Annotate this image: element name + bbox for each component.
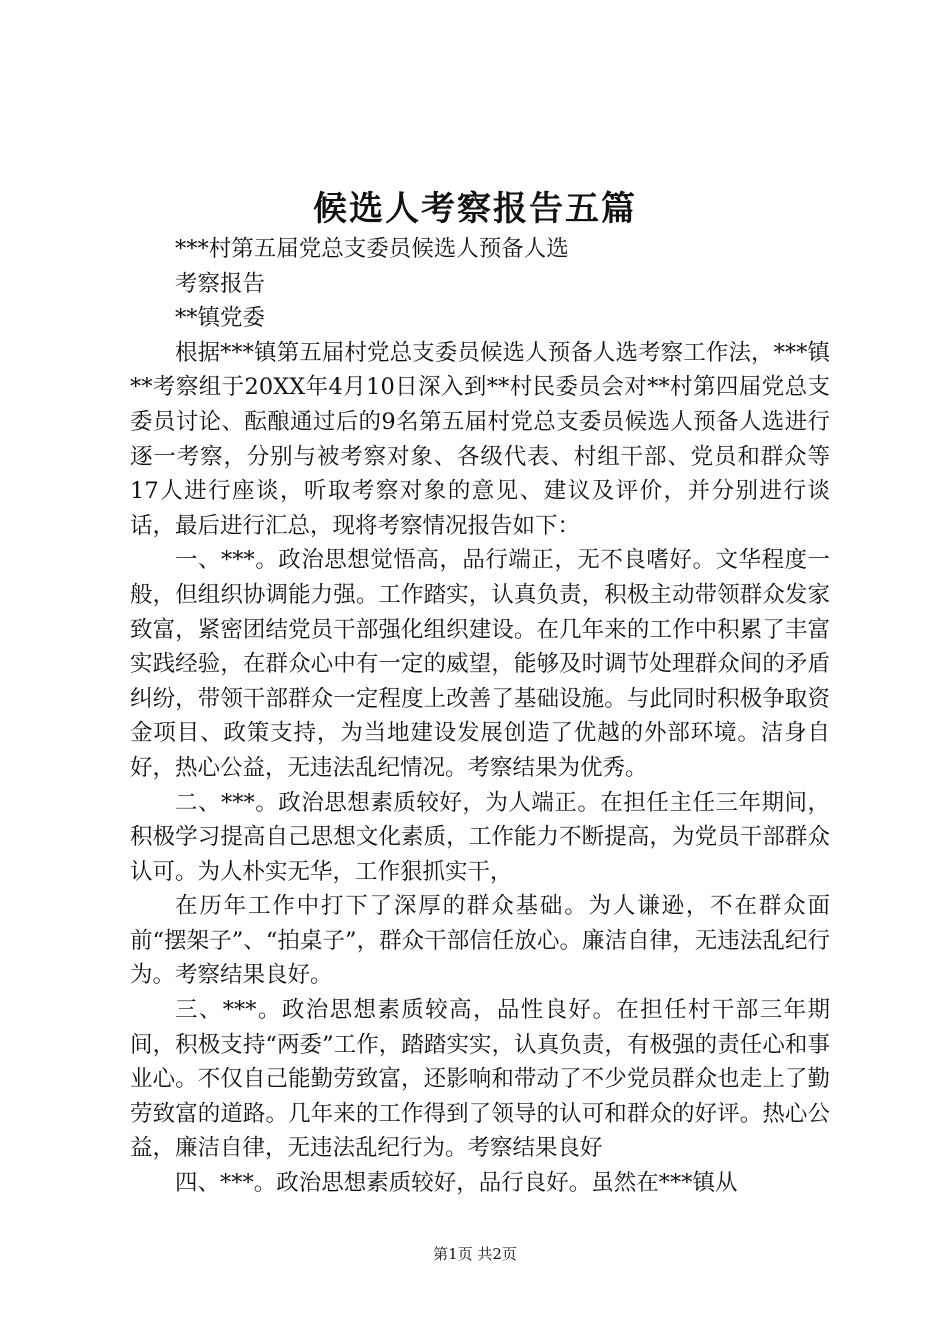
paragraph: 在历年工作中打下了深厚的群众基础。为人谦逊，不在群众面前“摆架子”、“拍桌子”，群众干部信任放心。廉洁自律，无违法乱纪行为。考察结果良好。 <box>130 893 830 989</box>
paragraph: ***村第五届党总支委员候选人预备人选 <box>175 236 569 262</box>
paragraph: 四、***。政治思想素质较好，品行良好。虽然在***镇从 <box>175 1170 738 1197</box>
document-title: 候选人考察报告五篇 <box>313 189 637 229</box>
paragraph: **镇党委 <box>175 305 266 332</box>
paragraph: 一、***。政治思想觉悟高，品行端正，无不良嗜好。文华程度一般，但组织协调能力强。工作踏实，认真负责，积极主动带领群众发家致富，紧密团结党员干部强化组织建设。在几年来的工作中积累了丰富实践经验，在群众心中有一定的威望，能够及时调节处理群众间的矛盾纠纷，带领干部群众一定程度上改善了基础设施。与此同时积极争取资金项目、政策支持，为当地建设发展创造了优越的外部环境。洁身自好，热心公益，无违法乱纪情况。考察结果为优秀。 <box>130 547 830 781</box>
document-body <box>130 232 830 1201</box>
paragraph: 考察报告 <box>175 270 266 297</box>
paragraph: 根据***镇第五届村党总支委员候选人预备人选考察工作法，***镇**考察组于20XX年4月10日深入到**村民委员会对**村第四届党总支委员讨论、酝酿通过后的9名第五届村党总支委员候选人预备人选进行逐一考察，分别与被考察对象、各级代表、村组干部、党员和群众等17人进行座谈，听取考察对象的意见、建议及评价，并分别进行谈话，最后进行汇总，现将考察情况报告如下： <box>130 339 830 539</box>
page-number-footer: 第1页 共2页 <box>433 1245 517 1263</box>
paragraph: 二、***。政治思想素质较好，为人端正。在担任主任三年期间，积极学习提高自己思想文化素质，工作能力不断提高，为党员干部群众认可。为人朴实无华，工作狠抓实干， <box>130 789 830 885</box>
paragraph: 三、***。政治思想素质较高，品性良好。在担任村干部三年期间，积极支持“两委”工作，踏踏实实，认真负责，有极强的责任心和事业心。不仅自己能勤劳致富，还影响和带动了不少党员群众也走上了勤劳致富的道路。几年来的工作得到了领导的认可和群众的好评。热心公益，廉洁自律，无违法乱纪行为。考察结果良好 <box>130 997 830 1162</box>
